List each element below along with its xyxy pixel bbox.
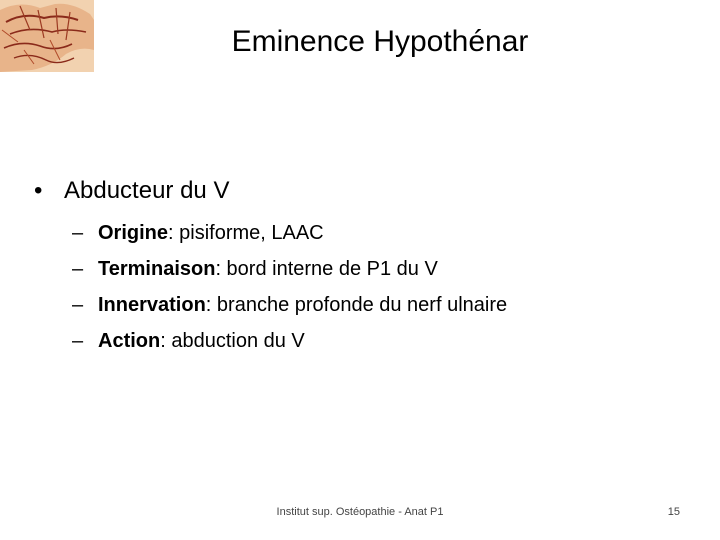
page-number: 15: [667, 506, 680, 518]
hand-sketch-image: [0, 0, 94, 72]
item-text: : pisiforme, LAAC: [168, 222, 324, 244]
item-text: : bord interne de P1 du V: [215, 258, 438, 280]
list-item: [72, 328, 507, 364]
slide-footer: Institut sup. Ostéopathie - Anat P1: [276, 506, 444, 518]
item-term: Innervation: [98, 294, 206, 316]
dash-marker: –: [72, 258, 84, 280]
item-term: Origine: [98, 222, 169, 244]
list-item: [72, 220, 507, 256]
list-item: [72, 256, 507, 292]
item-text: : abduction du V: [160, 330, 305, 352]
item-term: Terminaison: [98, 258, 216, 280]
dash-marker: –: [72, 330, 84, 352]
list-item: [72, 292, 507, 328]
sub-bullet-list: [72, 220, 507, 364]
dash-marker: –: [72, 294, 84, 316]
item-text: : branche profonde du nerf ulnaire: [205, 294, 508, 316]
item-term: Action: [98, 330, 161, 352]
main-bullet-text: Abducteur du V: [64, 177, 230, 204]
main-bullet: [34, 174, 229, 208]
bullet-marker: •: [34, 177, 43, 204]
dash-marker: –: [72, 222, 84, 244]
slide-title: Eminence Hypothénar: [231, 25, 529, 58]
